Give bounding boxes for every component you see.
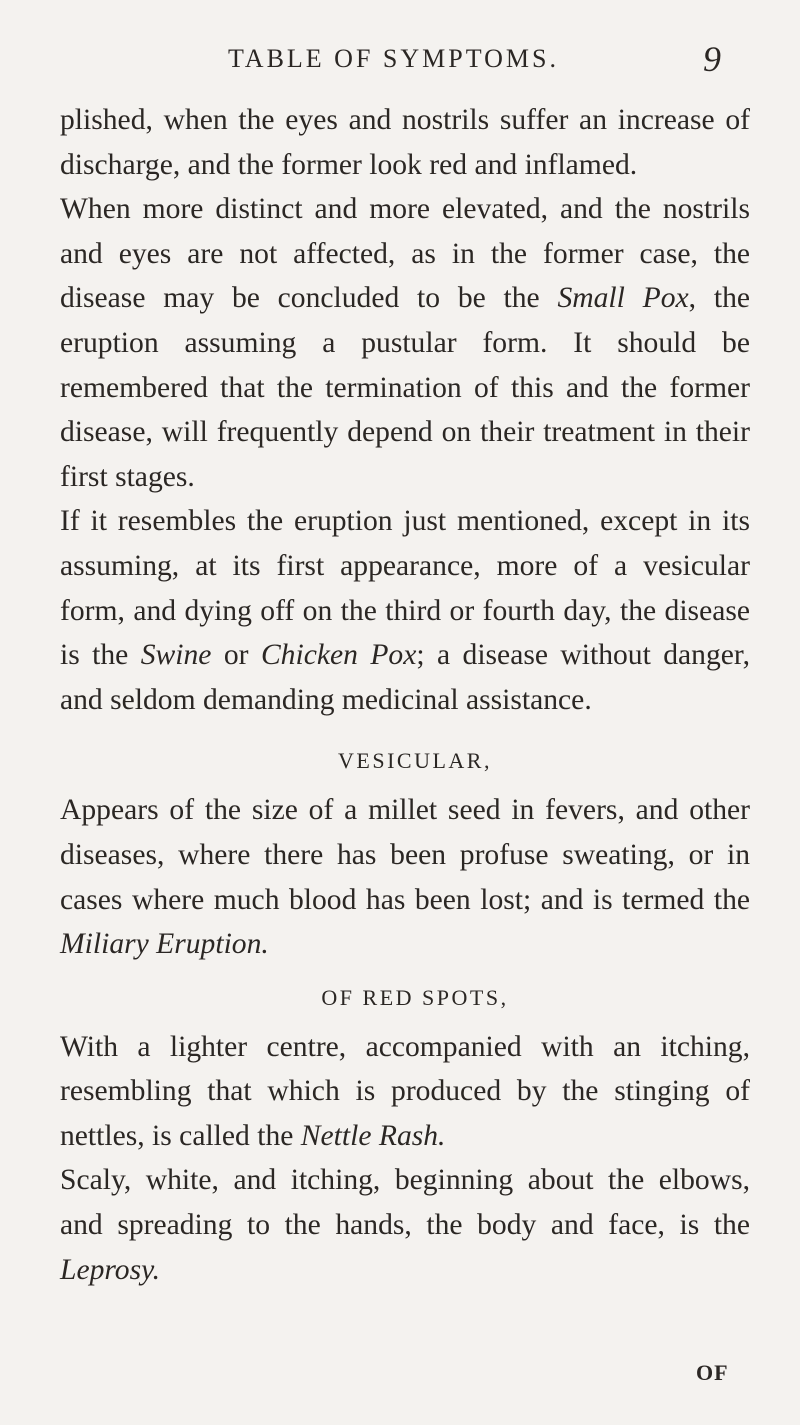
paragraph-text: or (211, 639, 261, 672)
running-title: TABLE OF SYMPTOMS. (228, 44, 559, 73)
body-text (60, 98, 750, 1292)
running-head (0, 39, 800, 84)
section-heading-red-spots: OF RED SPOTS, (321, 984, 509, 1010)
term-swine: Swine (140, 639, 212, 672)
paragraph-continuation (60, 98, 750, 187)
paragraph-text: When more distinct and more elevated, and the nostrils and eyes are not affected, as in the former case, the disease may be concluded to be the (60, 193, 750, 315)
paragraph-leprosy (60, 1158, 750, 1292)
paragraph-text: With a lighter centre, accompanied with an itching, resembling that which is produced by the stinging of nettles, is called the (60, 1030, 750, 1152)
catchword: OF (696, 1360, 729, 1385)
term-miliary-eruption: Miliary Eruption. (60, 928, 269, 961)
paragraph-chicken-pox (60, 499, 750, 722)
term-leprosy: Leprosy. (60, 1253, 161, 1286)
paragraph-nettle-rash (60, 1025, 750, 1159)
paragraph-miliary (60, 788, 750, 966)
paragraph-text: ; a disease without danger, and seldom demanding medicinal assistance. (60, 639, 750, 716)
paragraph-small-pox (60, 187, 750, 499)
page-number: 9 (703, 39, 721, 79)
term-nettle-rash: Nettle Rash. (300, 1119, 446, 1152)
paragraph-text: Scaly, white, and itching, beginning about the elbows, and spreading to the hands, the body and face, is the (60, 1164, 750, 1242)
paragraph-text: , the eruption assuming a pustular form. It should be remembered that the termination of this and the former disease, will frequently depend on their treatment in their first stages. (60, 282, 750, 493)
paragraph-text: Appears of the size of a millet seed in fevers, and other diseases, where there has been profuse sweating, or in cases where much blood has been lost; and is termed the (60, 794, 750, 916)
term-chicken-pox: Chicken Pox (260, 639, 417, 672)
paragraph-text: plished, when the eyes and nostrils suffer an increase of discharge, and the former look red and inflamed. (60, 104, 750, 181)
term-small-pox: Small Pox (557, 282, 689, 315)
section-heading-vesicular: VESICULAR, (338, 748, 492, 774)
paragraph-text: If it resembles the eruption just mentioned, except in its assuming, at its first appearance, more of a vesicular form, and dying off on the third or fourth day, the disease is the (60, 505, 750, 672)
